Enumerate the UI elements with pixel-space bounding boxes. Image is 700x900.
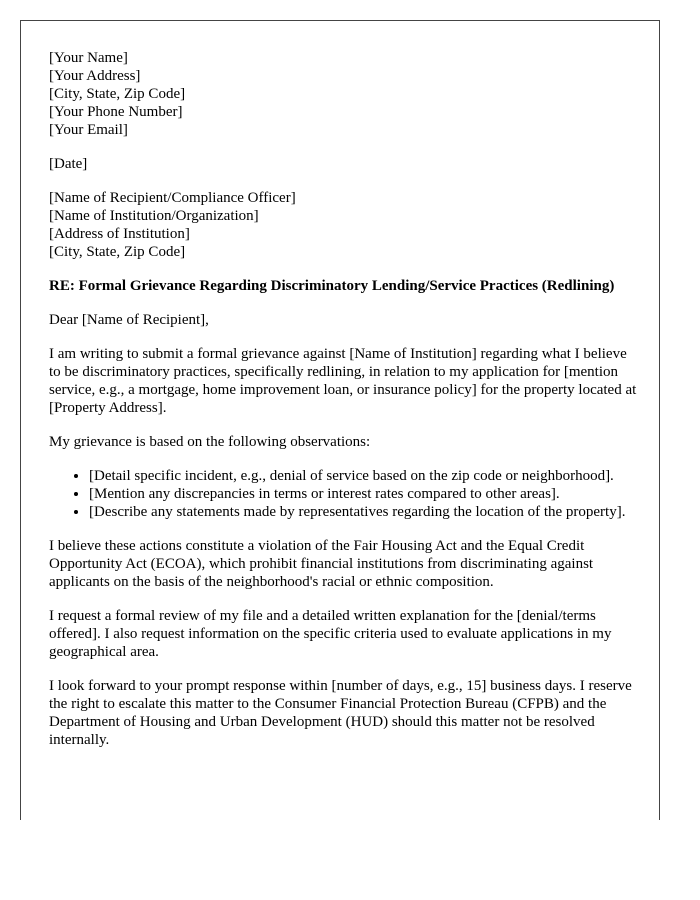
sender-email: [Your Email] [49, 122, 128, 138]
closing-paragraph: I look forward to your prompt response within [number of days, e.g., 15] business days. I reserve the right to escalate this matter to the Consumer Financial Protection Bureau (CFPB) and the Department of Housing and Urban Development (HUD) should this matter not be resolved internally. [49, 678, 632, 748]
letter-page [20, 20, 660, 820]
list-item: • [Mention any discrepancies in terms or interest rates compared to other areas]. [89, 485, 639, 503]
sender-address: [Your Address] [49, 68, 141, 84]
recipient-institution: [Name of Institution/Organization] [49, 208, 259, 224]
subject-line: RE: Formal Grievance Regarding Discriminatory Lending/Service Practices (Redlining) [49, 278, 615, 294]
list-item: • [Detail specific incident, e.g., denial of service based on the zip code or neighborhood]. [89, 467, 639, 485]
date-line: [Date] [49, 156, 88, 172]
sender-name: [Your Name] [49, 50, 128, 66]
list-item: • [Describe any statements made by representatives regarding the location of the property]. [89, 503, 639, 521]
recipient-block [49, 189, 639, 261]
letter-content [49, 49, 639, 765]
recipient-address: [Address of Institution] [49, 226, 190, 242]
intro-paragraph: I am writing to submit a formal grievance against [Name of Institution] regarding what I believe to be discriminatory practices, specifically redlining, in relation to my application for [mention service, e.g., a mortgage, home improvement loan, or insurance policy] for the property located at [Property Address]. [49, 346, 637, 416]
violation-paragraph: I believe these actions constitute a violation of the Fair Housing Act and the Equal Credit Opportunity Act (ECOA), which prohibit financial institutions from discriminating against applicants on the basis of the neighborhood's racial or ethnic composition. [49, 538, 594, 590]
sender-block [49, 49, 639, 139]
request-paragraph: I request a formal review of my file and a detailed written explanation for the [denial/terms offered]. I also request information on the specific criteria used to evaluate applications in my geographical area. [49, 608, 612, 660]
sender-city-state-zip: [City, State, Zip Code] [49, 86, 186, 102]
sender-phone: [Your Phone Number] [49, 104, 183, 120]
recipient-name: [Name of Recipient/Compliance Officer] [49, 190, 296, 206]
recipient-city-state-zip: [City, State, Zip Code] [49, 244, 186, 260]
observations-lead: My grievance is based on the following observations: [49, 434, 371, 450]
observations-list [49, 467, 639, 521]
salutation: Dear [Name of Recipient], [49, 312, 209, 328]
